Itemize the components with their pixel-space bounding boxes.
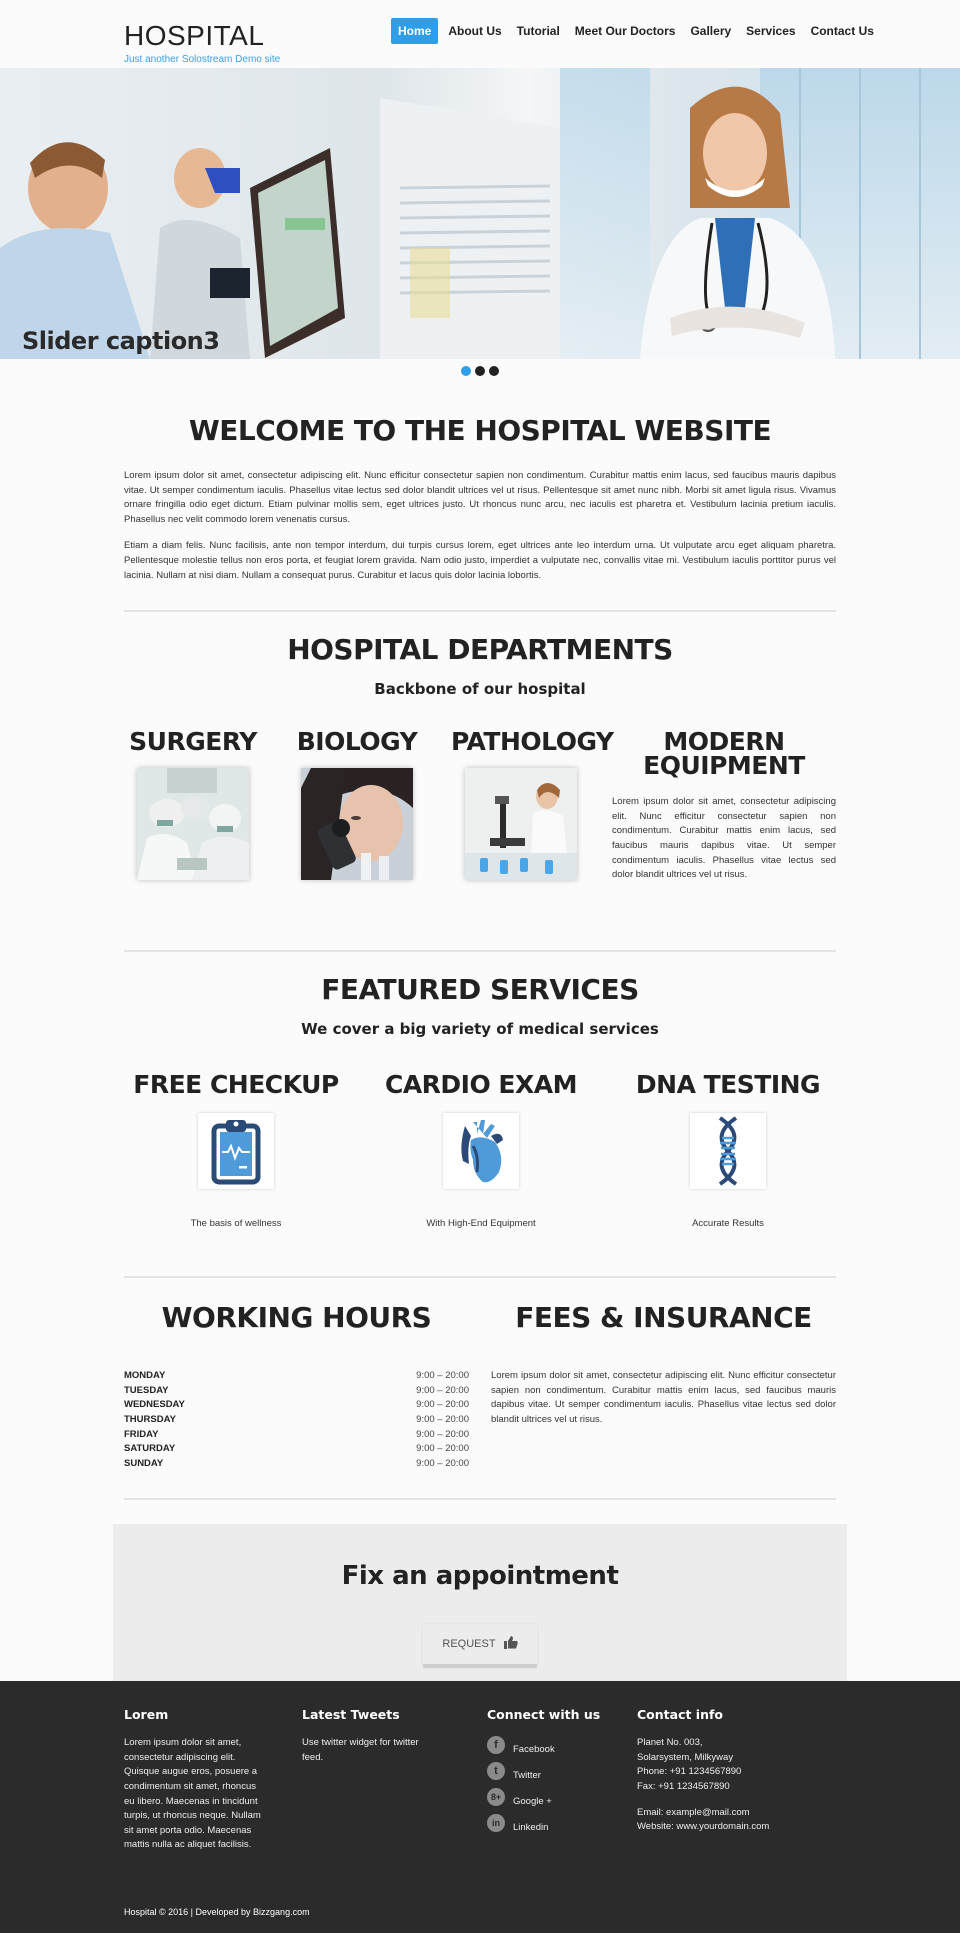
departments-subtitle: Backbone of our hospital — [374, 680, 586, 699]
footer-lorem — [124, 1707, 264, 1853]
department-surgery — [123, 727, 263, 880]
facebook-label: Facebook — [513, 1743, 555, 1755]
pathology-image[interactable] — [465, 768, 577, 880]
time-range: 9:00 – 20:00 — [416, 1413, 469, 1425]
nav-services[interactable]: Services — [746, 24, 796, 38]
contact-phone: Phone: +91 1234567890 — [637, 1766, 742, 1778]
copyright-text: Hospital © 2016 | Developed by Bizzgang.com — [124, 1907, 310, 1918]
twitter-icon: t — [487, 1762, 505, 1780]
hours-row — [124, 1442, 469, 1457]
fees-title: FEES & INSURANCE — [515, 1301, 812, 1335]
request-button[interactable] — [423, 1624, 537, 1668]
day-label: THURSDAY — [124, 1413, 176, 1425]
feature-title-line2: EQUIPMENT — [643, 751, 805, 781]
nav-contact-us[interactable]: Contact Us — [810, 24, 874, 38]
surgery-image[interactable] — [137, 768, 249, 880]
hours-row — [124, 1369, 469, 1384]
main-nav — [391, 18, 884, 44]
service-dna-testing — [608, 1070, 848, 1229]
department-modern-equipment — [612, 727, 836, 883]
welcome-title: WELCOME TO THE HOSPITAL WEBSITE — [188, 414, 772, 447]
department-biology — [287, 727, 427, 880]
working-hours — [124, 1301, 469, 1471]
feature-title-line1: MODERN — [663, 727, 785, 757]
slider-dot-1[interactable] — [461, 366, 471, 376]
hours-row — [124, 1398, 469, 1413]
contact-website[interactable]: Website: www.yourdomain.com — [637, 1821, 770, 1833]
departments-title: HOSPITAL DEPARTMENTS — [287, 633, 673, 667]
biology-image[interactable] — [301, 768, 413, 880]
department-name: SURGERY — [129, 727, 257, 757]
hours-row — [124, 1413, 469, 1428]
department-pathology — [451, 727, 614, 880]
time-range: 9:00 – 20:00 — [416, 1457, 469, 1469]
hours-row — [124, 1457, 469, 1472]
hours-table — [124, 1369, 469, 1471]
time-range: 9:00 – 20:00 — [416, 1399, 469, 1411]
day-label: WEDNESDAY — [124, 1399, 185, 1411]
hours-row — [124, 1384, 469, 1399]
hero-slider[interactable] — [0, 68, 960, 359]
hours-row — [124, 1428, 469, 1443]
nav-about-us[interactable]: About Us — [448, 24, 502, 38]
welcome-paragraph-1: Lorem ipsum dolor sit amet, consectetur adipiscing elit. Nunc efficitur consectetur sapien non condimentum. Curabitur mattis enim lacus, sed faucibus mauris dapibus vitae. Ut semper condimentum iaculis. Phasellus vitae lectus sed dolor blandit ultrices vel ut risus. Pellentesque sit amet nunc nibh. Morbi sit amet ligula risus. Vivamus ornare fringilla odio eget dictum. Etiam pulvinar mollis sem, eget ultrices justo. Ut rhoncus nunc arcu, nec iaculis est pharetra et. Vestibulum lacinia pretium iaculis. Phasellus nec velit commodo lorem venenatis cursus. — [124, 470, 836, 525]
footer-connect-title: Connect with us — [487, 1707, 601, 1723]
department-name: BIOLOGY — [296, 727, 418, 757]
heart-icon — [443, 1113, 519, 1189]
service-caption: With High-End Equipment — [426, 1218, 536, 1230]
twitter-label: Twitter — [513, 1769, 541, 1781]
slider-caption: Slider caption3 — [22, 327, 220, 355]
footer-tweets-title: Latest Tweets — [302, 1707, 400, 1723]
footer-lorem-title: Lorem — [124, 1707, 169, 1723]
facebook-icon: f — [487, 1736, 505, 1754]
hours-title: WORKING HOURS — [161, 1301, 432, 1335]
feature-text: Lorem ipsum dolor sit amet, consectetur adipiscing elit. Nunc efficitur consectetur sapien non condimentum. Curabitur mattis enim lacus, sed faucibus mauris dapibus vitae. Ut semper condimentum iaculis. Phasellus vitae lectus sed dolor blandit ultrices vel ut risus. — [612, 796, 836, 881]
site-header — [0, 0, 960, 68]
contact-address-2: Solarsystem, Milkyway — [637, 1751, 734, 1763]
section-divider — [124, 1498, 836, 1500]
thumbs-up-icon — [504, 1636, 518, 1652]
footer-lorem-text: Lorem ipsum dolor sit amet, consectetur adipiscing elit. Quisque augue eros, posuere a condimentum sit amet, rhoncus eu libero. Maecenas in tincidunt turpis, ut rhoncus neque. Nullam sit amet porta odio. Maecenas mattis nulla ac aliquet facilisis. — [124, 1737, 261, 1851]
nav-meet-our-doctors[interactable]: Meet Our Doctors — [574, 24, 676, 38]
service-caption: Accurate Results — [692, 1218, 764, 1230]
departments-row — [124, 727, 836, 920]
time-range: 9:00 – 20:00 — [416, 1384, 469, 1396]
time-range: 9:00 – 20:00 — [416, 1370, 469, 1382]
footer-contact — [637, 1707, 837, 1835]
fees-text: Lorem ipsum dolor sit amet, consectetur adipiscing elit. Nunc efficitur consectetur sapien non condimentum. Curabitur mattis enim lacus, sed faucibus mauris dapibus vitae. Ut semper condimentum iaculis. Phasellus vitae lectus sed dolor blandit ultrices vel ut risus. — [491, 1370, 836, 1425]
service-name: CARDIO EXAM — [384, 1070, 578, 1100]
slider-pagination — [0, 366, 960, 378]
service-free-checkup — [116, 1070, 356, 1229]
nav-home[interactable]: Home — [391, 18, 438, 44]
site-logo[interactable]: HOSPITAL — [124, 20, 265, 51]
contact-fax: Fax: +91 1234567890 — [637, 1780, 730, 1792]
nav-gallery[interactable]: Gallery — [690, 24, 732, 38]
time-range: 9:00 – 20:00 — [416, 1443, 469, 1455]
services-title: FEATURED SERVICES — [321, 973, 639, 1007]
footer-tweets — [302, 1707, 442, 1765]
service-name: FREE CHECKUP — [133, 1070, 339, 1100]
welcome-section — [124, 378, 836, 583]
day-label: SUNDAY — [124, 1457, 164, 1469]
welcome-paragraph-2: Etiam a diam felis. Nunc facilisis, ante non tempor interdum, dui turpis cursus lorem, eget ultrices ante leo interdum urna. Ut vulputate arcu eget aliquam pharetra. Pellentesque molestie tellus non eros porta, et feugiat lorem gravida. Nam odio justo, imperdiet a vulputate nec, convallis vitae mi. Vestibulum iaculis porttitor purus vel lacinia. Nullam at nisi diam. Nullam a consequat purus. Curabitur et lacus quis dolor lacinia lobortis. — [124, 540, 836, 581]
hours-fees-section — [124, 1278, 836, 1498]
service-caption: The basis of wellness — [190, 1218, 282, 1230]
service-cardio-exam — [361, 1070, 601, 1229]
contact-address-1: Planet No. 003, — [637, 1737, 703, 1749]
clipboard-heartbeat-icon — [198, 1113, 274, 1189]
linkedin-icon: in — [487, 1814, 505, 1832]
twitter-link[interactable] — [487, 1758, 617, 1784]
google-plus-label: Google + — [513, 1795, 552, 1807]
footer-tweets-text: Use twitter widget for twitter feed. — [302, 1737, 419, 1763]
appointment-section — [113, 1524, 847, 1681]
department-name: PATHOLOGY — [451, 727, 614, 757]
site-footer — [0, 1681, 960, 1933]
fees-insurance — [491, 1301, 836, 1427]
day-label: SATURDAY — [124, 1443, 176, 1455]
slide-image — [0, 68, 960, 359]
contact-email[interactable]: Email: example@mail.com — [637, 1806, 750, 1818]
footer-connect — [487, 1707, 617, 1836]
services-section — [124, 952, 836, 1260]
slider-dot-3[interactable] — [489, 366, 499, 376]
departments-section — [124, 612, 836, 920]
day-label: MONDAY — [124, 1370, 166, 1382]
day-label: TUESDAY — [124, 1384, 169, 1396]
service-name: DNA TESTING — [635, 1070, 821, 1100]
dna-icon — [690, 1113, 766, 1189]
appointment-title: Fix an appointment — [341, 1561, 619, 1592]
request-label: REQUEST — [442, 1638, 496, 1651]
services-row — [124, 1070, 836, 1260]
nav-tutorial[interactable]: Tutorial — [516, 24, 560, 38]
site-tagline: Just another Solostream Demo site — [124, 54, 281, 65]
google-plus-icon: 8+ — [487, 1788, 505, 1806]
footer-contact-title: Contact info — [637, 1707, 724, 1723]
linkedin-link[interactable] — [487, 1810, 617, 1836]
google-plus-link[interactable] — [487, 1784, 617, 1810]
time-range: 9:00 – 20:00 — [416, 1428, 469, 1440]
linkedin-label: Linkedin — [513, 1821, 549, 1833]
facebook-link[interactable] — [487, 1732, 617, 1758]
slider-dot-2[interactable] — [475, 366, 485, 376]
services-subtitle: We cover a big variety of medical services — [301, 1020, 659, 1039]
day-label: FRIDAY — [124, 1428, 159, 1440]
